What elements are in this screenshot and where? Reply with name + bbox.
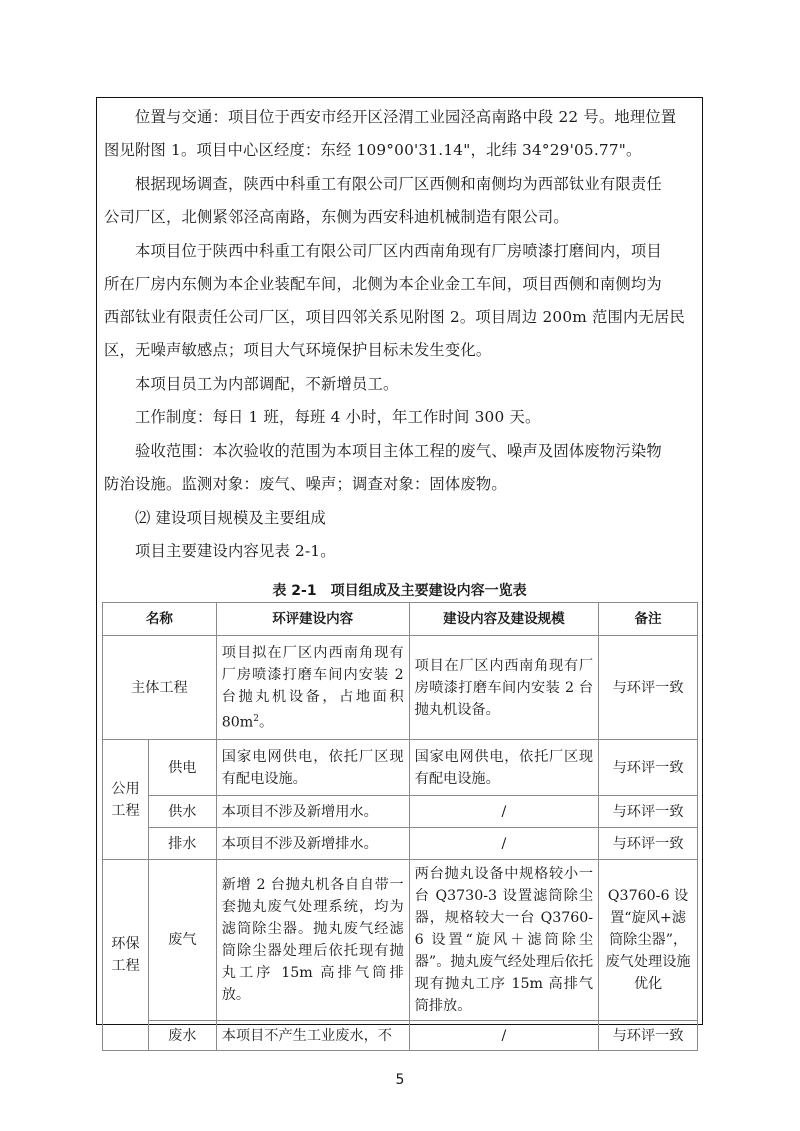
header-eia: 环评建设内容 — [216, 603, 409, 636]
cell-eia: 新增 2 台抛丸机各自自带一套抛丸废气处理系统，均为滤筒除尘器。抛丸废气经滤筒除尘器处理后依托现有抛丸工序 15m 高排气筒排放。 — [216, 860, 409, 1021]
paragraph-surroundings — [104, 168, 696, 234]
cell-built: / — [409, 796, 598, 828]
cell-note: 与环评一致 — [599, 828, 698, 860]
cell-name: 废气 — [148, 860, 216, 1021]
cell-name: 供电 — [148, 740, 216, 796]
paragraph-site — [104, 235, 696, 367]
cell-note: Q3760-6 设置“旋风+滤筒除尘器”，废气处理设施优化 — [599, 860, 698, 1021]
cell-eia: 项目拟在厂区内西南角现有厂房喷漆打磨车间内安装 2 台抛丸机设备，占地面积 $80m^2$。 — [216, 636, 409, 740]
table-row — [103, 860, 698, 1021]
table-row — [103, 828, 698, 860]
cell-eia: 国家电网供电，依托厂区现有配电设施。 — [216, 740, 409, 796]
section-heading — [104, 502, 696, 535]
table-caption: 表 2-1 项目组成及主要建设内容一览表 — [272, 583, 527, 599]
header-built: 建设内容及建设规模 — [409, 603, 598, 636]
text-line: 项目主要建设内容见表 2-1。 — [135, 542, 336, 560]
paragraph-location — [104, 101, 696, 167]
project-composition-table — [102, 602, 698, 1051]
header-name: 名称 — [103, 603, 217, 636]
table-row — [103, 796, 698, 828]
cell-note: 与环评一致 — [599, 796, 698, 828]
table-row — [103, 1021, 698, 1051]
paragraph-schedule — [104, 401, 696, 434]
cell-built: / — [409, 828, 598, 860]
header-note: 备注 — [599, 603, 698, 636]
cell-eia: 本项目不涉及新增用水。 — [216, 796, 409, 828]
text-line: 根据现场调查，陕西中科重工有限公司厂区西侧和南侧均为西部钛业有限责任 — [135, 175, 662, 193]
cell-name: 排水 — [148, 828, 216, 860]
cell-note: 与环评一致 — [599, 1021, 698, 1051]
cell-group-env: 环保工程 — [103, 860, 149, 1051]
cell-built: / — [409, 1021, 598, 1051]
cell-name: 废水 — [148, 1021, 216, 1051]
cell-name: 供水 — [148, 796, 216, 828]
text-line: 工作制度：每日 1 班，每班 4 小时，年工作时间 300 天。 — [135, 408, 541, 426]
text-line: 本项目位于陕西中科重工有限公司厂区内西南角现有厂房喷漆打磨间内，项目 — [135, 242, 662, 260]
cell-note: 与环评一致 — [599, 740, 698, 796]
text-line: 公司厂区，北侧紧邻泾高南路，东侧为西安科迪机械制造有限公司。 — [104, 208, 569, 226]
text-line: 本项目员工为内部调配，不新增员工。 — [135, 375, 399, 393]
text-line: 防治设施。监测对象：废气、噪声；调查对象：固体废物。 — [104, 475, 507, 493]
text-line: 所在厂房内东侧为本企业装配车间，北侧为本企业金工车间，项目西侧和南侧均为 — [104, 275, 662, 293]
text-line: 图见附图 1。项目中心区经度：东经 109°00'31.14"，北纬 34°29'05.77"。 — [104, 141, 642, 159]
paragraph-table-ref — [104, 535, 696, 568]
table-header-row — [103, 603, 698, 636]
page-number: 5 — [395, 1072, 405, 1088]
cell-eia: 本项目不产生工业废水，不 — [216, 1021, 409, 1051]
text-line: 验收范围：本次验收的范围为本项目主体工程的废气、噪声及固体废物污染物 — [135, 442, 662, 460]
paragraph-scope — [104, 435, 696, 501]
text-line: ⑵ 建设项目规模及主要组成 — [135, 509, 327, 527]
cell-built: 国家电网供电，依托厂区现有配电设施。 — [409, 740, 598, 796]
cell-eia: 本项目不涉及新增排水。 — [216, 828, 409, 860]
cell-name: 主体工程 — [103, 636, 217, 740]
table-row — [103, 636, 698, 740]
text-line: 位置与交通：项目位于西安市经开区泾渭工业园泾高南路中段 22 号。地理位置 — [135, 108, 677, 126]
cell-built: 两台抛丸设备中规格较小一台 Q3730-3 设置滤筒除尘器，规格较大一台 Q3760-6 设置“旋风＋滤筒除尘器”。抛丸废气经处理后依托现有抛丸工序 15m 高排气筒排放。 — [409, 860, 598, 1021]
table-row — [103, 740, 698, 796]
text-line: 区，无噪声敏感点；项目大气环境保护目标未发生变化。 — [104, 341, 492, 359]
cell-note: 与环评一致 — [599, 636, 698, 740]
text-line: 西部钛业有限责任公司厂区，项目四邻关系见附图 2。项目周边 200m 范围内无居民 — [104, 308, 686, 326]
paragraph-staff — [104, 368, 696, 401]
cell-built: 项目在厂区内西南角现有厂房喷漆打磨车间内安装 2 台抛丸机设备。 — [409, 636, 598, 740]
cell-group-utility: 公用工程 — [103, 740, 149, 860]
